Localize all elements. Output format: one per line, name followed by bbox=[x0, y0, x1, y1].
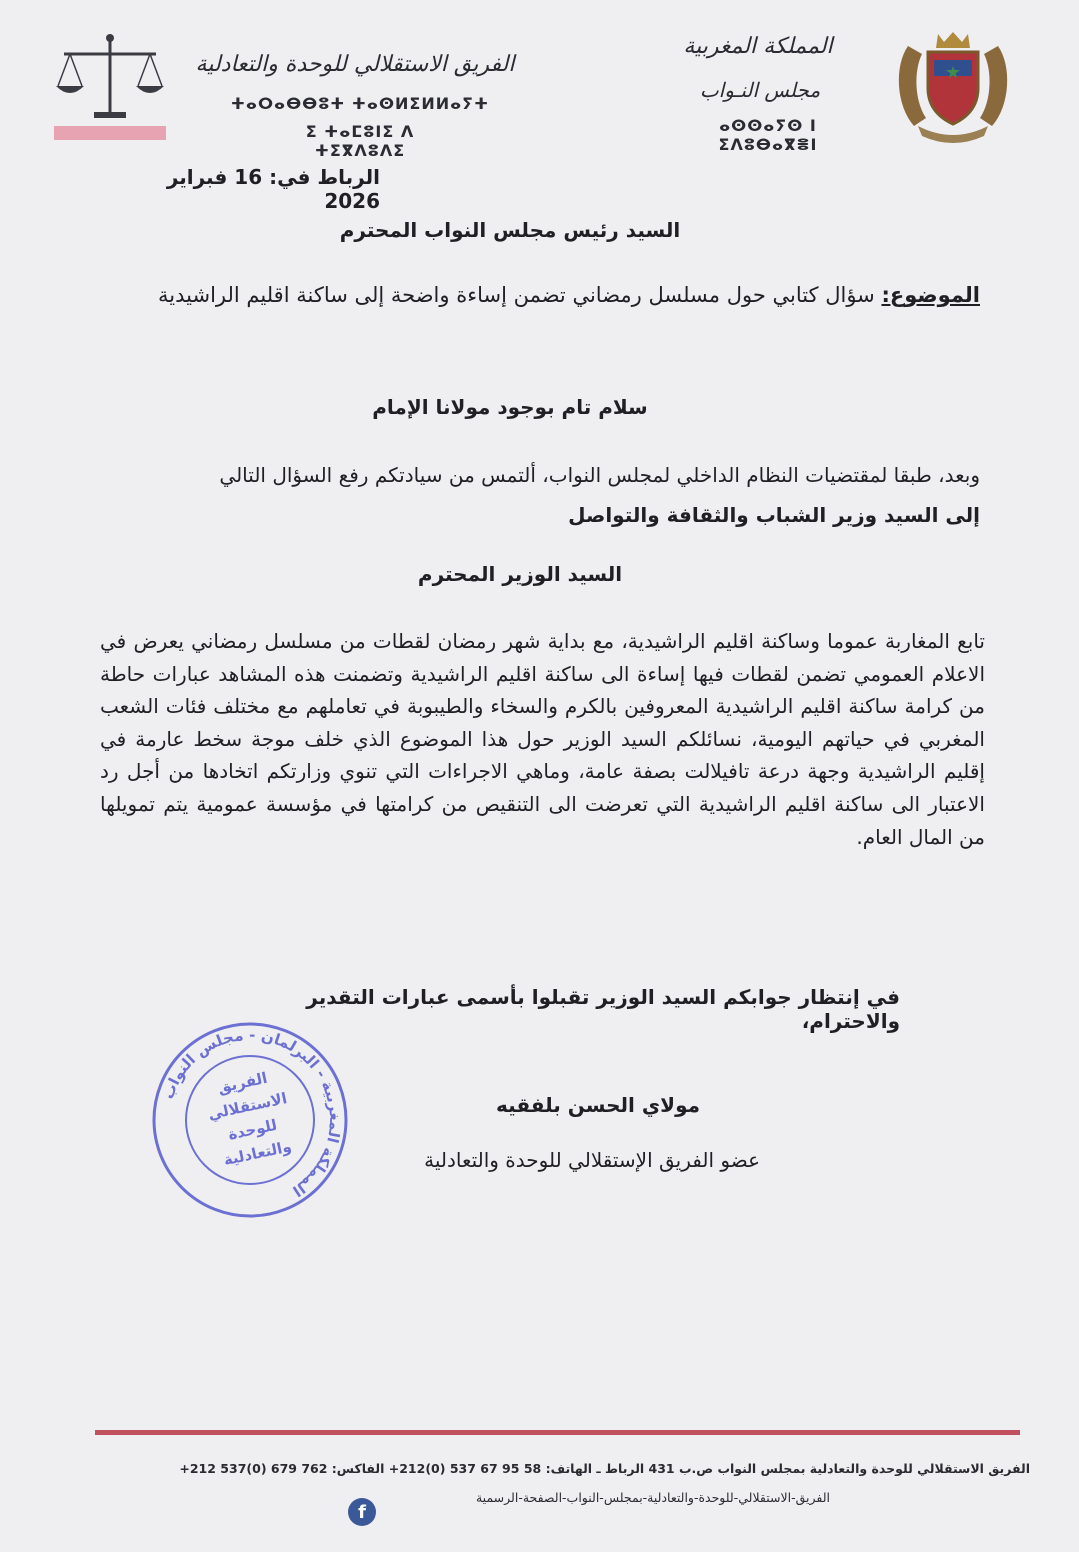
letter-date: الرباط في: 16 فبراير 2026 bbox=[166, 165, 380, 213]
coat-of-arms-icon bbox=[888, 26, 1018, 144]
intro-paragraph bbox=[60, 455, 980, 535]
signer-role: عضو الفريق الإستقلالي للوحدة والتعادلية bbox=[424, 1148, 760, 1172]
stamp-line-1: الفريق bbox=[216, 1068, 269, 1097]
stamp-line-2: الاستقلالي bbox=[206, 1089, 289, 1124]
group-name-tifinagh-2: ⵉ ⵜⴰⵎⵓⵏⵉ ⴷ ⵜⵉⴳⴷⵓⴷⵉ bbox=[305, 122, 415, 160]
subject-label: الموضوع: bbox=[881, 283, 980, 307]
subject bbox=[100, 278, 980, 312]
subject-text: سؤال كتابي حول مسلسل رمضاني تضمن إساءة واضحة إلى ساكنة اقليم الراشيدية bbox=[158, 283, 875, 307]
stamp-line-4: والتعادلية bbox=[221, 1137, 294, 1170]
official-stamp bbox=[150, 1020, 350, 1220]
group-name: الفريق الاستقلالي للوحدة والتعادلية bbox=[195, 52, 515, 77]
intro-line-1: وبعد، طبقا لمقتضيات النظام الداخلي لمجلس النواب، ألتمس من سيادتكم رفع السؤال التالي bbox=[219, 463, 980, 487]
stamp-line-3: للوحدة bbox=[226, 1115, 279, 1144]
kingdom-name: المملكة المغربية bbox=[683, 34, 833, 59]
addressee: السيد رئيس مجلس النواب المحترم bbox=[339, 218, 681, 242]
group-name-tifinagh-1: ⵜⴰⵔⴰⴱⴱⵓⵜ ⵜⴰⵙⵍⵉⵍⵍⴰⵢⵜ bbox=[230, 94, 490, 113]
chamber-name: مجلس النـواب bbox=[699, 78, 821, 102]
body-paragraph: تابع المغاربة عموما وساكنة اقليم الراشيدية، مع بداية شهر رمضان لقطات من مسلسل رمضاني يعرض في الاعلام العمومي تضمن لقطات فيها إساءة الى ساكنة اقليم الراشيدية وتضمنت هذه المشاهد عبارات حاطة من كرامة ساكنة اقليم الراشيدية المعروفين بالكرم والسخاء والطيبوبة في تعاملهم مع مختلف فئات الشعب المغربي في حياتهم اليومية، نسائلكم السيد الوزير حول هذا الموضوع الذي خلف موجة سخط عارمة في إقليم الراشيدية وجهة درعة تافيلالت بصفة عامة، وماهي الاجراءات التي تنوي وزارتكم اتخادها من أجل رد الاعتبار الى ساكنة اقليم الراشيدية التي تعرضت الى التنقيص من كرامتها في مؤسسة عمومية يتم تمويلها من المال العام. bbox=[100, 629, 985, 849]
stamp-ring-text: المملكة المغربية - البرلمان - مجلس النواب bbox=[158, 1025, 345, 1201]
footer-facebook-page[interactable]: الفريق-الاستقلالي-للوحدة-والتعادلية-بمجلس-النواب-الصفحة-الرسمية bbox=[475, 1490, 830, 1505]
signer-name: مولاي الحسن بلفقيه bbox=[496, 1093, 700, 1117]
footer-divider bbox=[95, 1430, 1020, 1435]
facebook-icon[interactable]: f bbox=[348, 1498, 376, 1526]
chamber-name-tifinagh: ⴰⵙⵙⴰⵢⵙ ⵏ ⵉⴷⵓⴱⴰⴳⴻⵏ bbox=[718, 116, 818, 154]
intro-line-2: إلى السيد وزير الشباب والثقافة والتواصل bbox=[568, 503, 980, 527]
scales-of-justice-icon bbox=[50, 28, 170, 148]
closing: في إنتظار جوابكم السيد الوزير تقبلوا بأسمى عبارات التقدير والاحترام، bbox=[306, 985, 900, 1033]
greeting: سلام تام بوجود مولانا الإمام bbox=[372, 395, 648, 419]
minister-greeting: السيد الوزير المحترم bbox=[417, 562, 623, 586]
footer-address: الفريق الاستقلالي للوحدة والتعادلية بمجلس النواب ص.ب 431 الرباط ـ الهاتف: 58 95 67 537 (0)212+ الفاكس: 762 679 (0)537 212+ bbox=[179, 1461, 1030, 1476]
